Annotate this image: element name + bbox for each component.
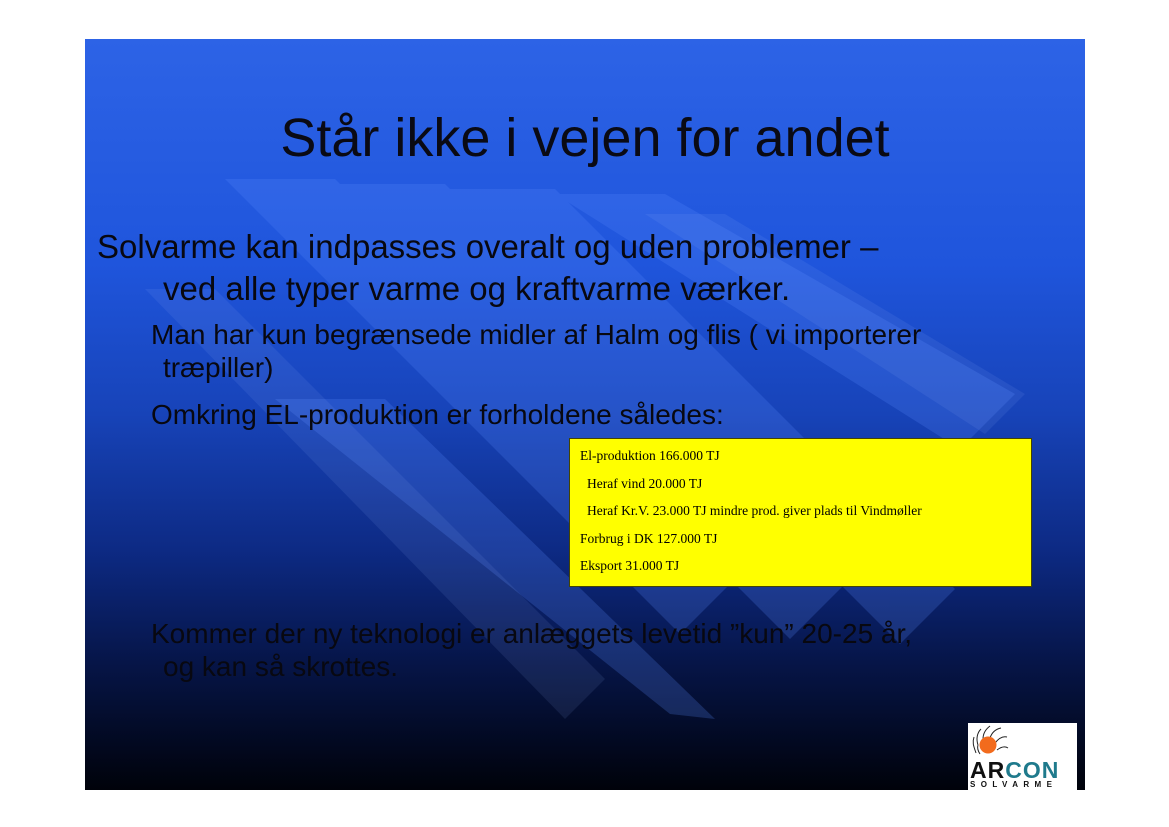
el-box-row-production: El-produktion 166.000 TJ [580, 448, 720, 463]
el-box-row-consumption: Forbrug i DK 127.000 TJ [580, 530, 718, 546]
logo-subtitle: SOLVARME [970, 780, 1058, 789]
logo-word-part1: AR [970, 757, 1006, 783]
slide [85, 39, 1085, 790]
sub-bullet-el-production-line1: Omkring EL-produktion er forholdene således: [151, 399, 724, 430]
el-box-row-wind: Heraf vind 20.000 TJ [587, 475, 703, 491]
el-box-row-export: Eksport 31.000 TJ [580, 558, 680, 574]
slide-title: Står ikke i vejen for andet [280, 108, 890, 168]
main-bullet [97, 226, 1077, 310]
sub-bullet-lifetime-line2: og kan så skrottes. [163, 651, 399, 682]
sub-bullet-lifetime [151, 617, 1076, 683]
main-bullet-line2: ved alle typer varme og kraftvarme værker. [163, 270, 791, 307]
sub-bullet-biomass [151, 318, 1076, 384]
el-box-row-chp: Heraf Kr.V. 23.000 TJ mindre prod. giver plads til Vindmøller [587, 503, 922, 519]
logo-word-part2: CON [1005, 757, 1060, 783]
main-bullet-line1: Solvarme kan indpasses overalt og uden problemer – [97, 228, 879, 265]
el-production-box [569, 438, 1032, 587]
arcon-logo [968, 723, 1077, 790]
logo-wordmark [970, 759, 1059, 782]
sub-bullet-el-production [151, 398, 1076, 431]
sub-bullet-biomass-line1: Man har kun begrænsede midler af Halm og flis ( vi importerer [151, 319, 922, 350]
sub-bullet-biomass-line2: træpiller) [163, 352, 274, 383]
sub-bullet-lifetime-line1: Kommer der ny teknologi er anlæggets levetid ”kun” 20-25 år, [151, 618, 913, 649]
sun-disc [980, 737, 997, 754]
